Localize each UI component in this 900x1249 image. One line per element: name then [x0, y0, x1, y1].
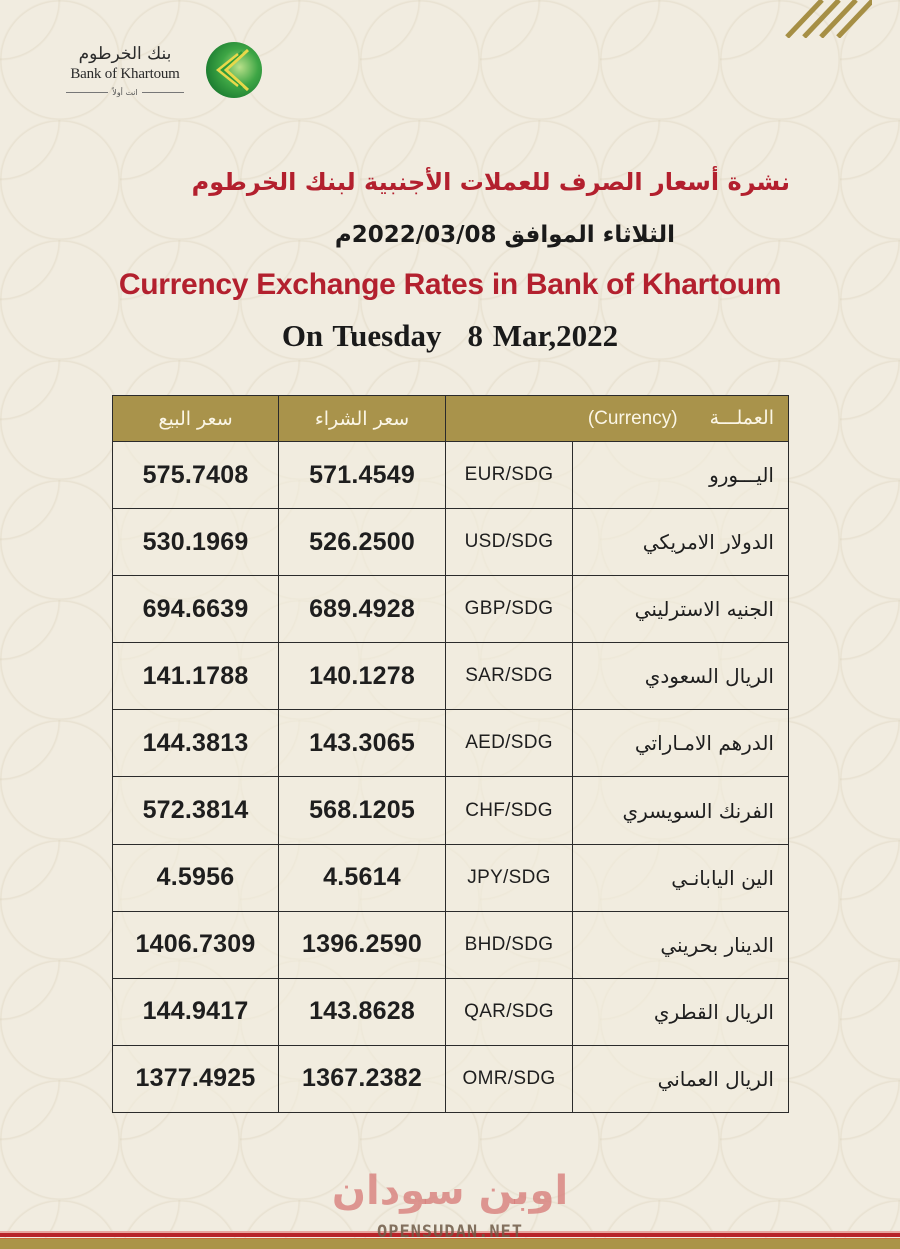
exchange-rates-table — [112, 395, 789, 1113]
sell-rate: 144.3813 — [113, 710, 279, 777]
bank-name-ar: بنك الخرطوم — [78, 44, 172, 64]
sell-rate: 694.6639 — [113, 576, 279, 643]
table-row — [113, 1045, 789, 1112]
currency-name: الجنيه الاسترليني — [573, 576, 789, 643]
buy-rate: 143.3065 — [279, 710, 446, 777]
date-ar: الثلاثاء الموافق 2022/03/08م — [334, 222, 675, 248]
table-row — [113, 911, 789, 978]
date-en — [0, 318, 900, 354]
bank-tagline — [66, 88, 184, 97]
date-en-day: On Tuesday — [281, 318, 442, 353]
currency-code: AED/SDG — [446, 710, 573, 777]
page-title-ar: نشرة أسعار الصرف للعملات الأجنبية لبنك الخرطوم — [191, 168, 790, 196]
table-header-row — [113, 396, 789, 442]
tagline-rule — [142, 92, 184, 93]
watermark-en: OPENSUDAN.NET — [376, 1222, 524, 1242]
table-row — [113, 509, 789, 576]
buy-rate: 1367.2382 — [279, 1045, 446, 1112]
table-row — [113, 576, 789, 643]
watermark-ar: اوبن سودان — [331, 1168, 569, 1214]
table-row — [113, 978, 789, 1045]
currency-name: الدولار الامريكي — [573, 509, 789, 576]
buy-rate: 1396.2590 — [279, 911, 446, 978]
currency-name: الريال العماني — [573, 1045, 789, 1112]
buy-rate: 526.2500 — [279, 509, 446, 576]
sell-rate: 575.7408 — [113, 442, 279, 509]
table-row — [113, 442, 789, 509]
currency-name: الين اليابانـي — [573, 844, 789, 911]
buy-rate: 568.1205 — [279, 777, 446, 844]
currency-name: اليـــورو — [573, 442, 789, 509]
currency-name: الدينار بحريني — [573, 911, 789, 978]
column-header-currency-en: (Currency) — [587, 408, 678, 429]
currency-code: EUR/SDG — [446, 442, 573, 509]
table-row — [113, 643, 789, 710]
currency-code: GBP/SDG — [446, 576, 573, 643]
sell-rate: 1406.7309 — [113, 911, 279, 978]
column-header-sell: سعر البيع — [113, 396, 279, 442]
sell-rate: 572.3814 — [113, 777, 279, 844]
currency-name: الريال القطري — [573, 978, 789, 1045]
tagline-rule — [66, 92, 108, 93]
currency-code: OMR/SDG — [446, 1045, 573, 1112]
table-row — [113, 777, 789, 844]
currency-name: الدرهم الامـاراتي — [573, 710, 789, 777]
column-header-buy: سعر الشراء — [279, 396, 446, 442]
tagline-text: انت أولاً — [112, 88, 138, 97]
column-header-currency — [446, 396, 789, 442]
currency-code: CHF/SDG — [446, 777, 573, 844]
buy-rate: 571.4549 — [279, 442, 446, 509]
date-en-date: 8 Mar,2022 — [467, 318, 619, 353]
sell-rate: 144.9417 — [113, 978, 279, 1045]
sell-rate: 4.5956 — [113, 844, 279, 911]
bank-logo — [62, 38, 272, 108]
page-title-en: Currency Exchange Rates in Bank of Khartoum — [118, 268, 782, 301]
buy-rate: 140.1278 — [279, 643, 446, 710]
bank-of-khartoum-logo-icon — [204, 40, 264, 100]
currency-code: JPY/SDG — [446, 844, 573, 911]
sell-rate: 1377.4925 — [113, 1045, 279, 1112]
table-row — [113, 844, 789, 911]
sell-rate: 530.1969 — [113, 509, 279, 576]
buy-rate: 689.4928 — [279, 576, 446, 643]
currency-code: USD/SDG — [446, 509, 573, 576]
currency-name: الريال السعودي — [573, 643, 789, 710]
bank-name-en: Bank of Khartoum — [70, 66, 180, 82]
buy-rate: 4.5614 — [279, 844, 446, 911]
table-row — [113, 710, 789, 777]
currency-code: SAR/SDG — [446, 643, 573, 710]
buy-rate: 143.8628 — [279, 978, 446, 1045]
sell-rate: 141.1788 — [113, 643, 279, 710]
gold-diagonal-stripes-icon — [777, 0, 872, 38]
currency-name: الفرنك السويسري — [573, 777, 789, 844]
currency-code: BHD/SDG — [446, 911, 573, 978]
currency-code: QAR/SDG — [446, 978, 573, 1045]
column-header-currency-ar: العملـــة — [709, 407, 774, 429]
